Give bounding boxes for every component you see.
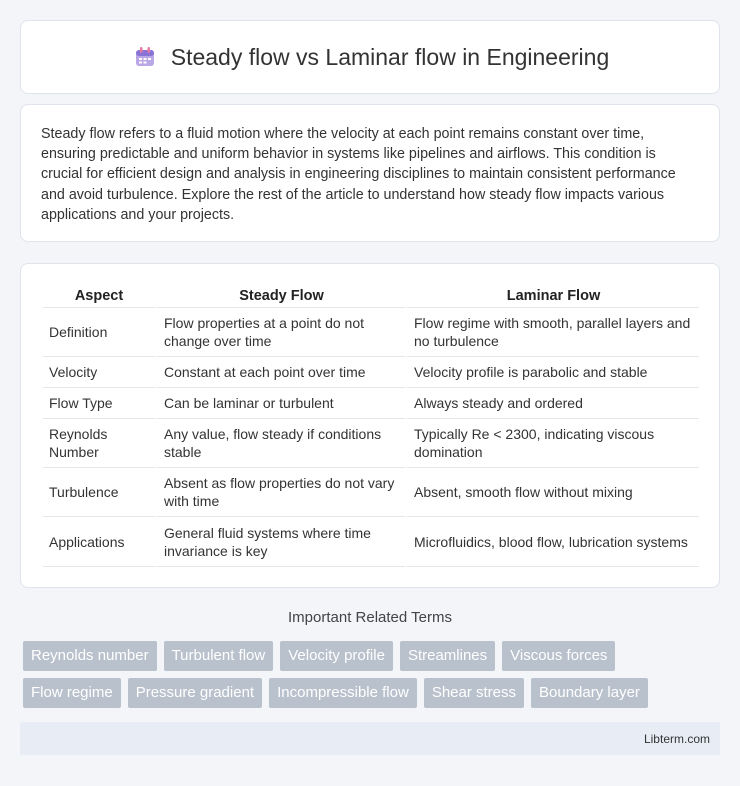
table-row — [43, 388, 699, 419]
cell-laminar: Typically Re < 2300, indicating viscous domination — [405, 419, 699, 468]
cell-aspect: Velocity — [43, 357, 155, 388]
cell-laminar: Flow regime with smooth, parallel layers and no turbulence — [405, 308, 699, 357]
tag-shear-stress[interactable]: Shear stress — [424, 678, 524, 708]
cell-laminar: Microfluidics, blood flow, lubrication systems — [405, 517, 699, 567]
tag-turbulent-flow[interactable]: Turbulent flow — [164, 641, 274, 671]
comparison-card — [20, 263, 720, 588]
tag-row — [23, 678, 723, 708]
cell-steady: General fluid systems where time invariance is key — [155, 517, 405, 567]
tag-boundary-layer[interactable]: Boundary layer — [531, 678, 648, 708]
table-row — [43, 419, 699, 468]
cell-laminar: Absent, smooth flow without mixing — [405, 468, 699, 517]
page-title: Steady flow vs Laminar flow in Engineering — [170, 43, 610, 70]
footer-site-link[interactable]: Libterm.com — [643, 731, 710, 746]
intro-paragraph: Steady flow refers to a fluid motion where the velocity at each point remains constant over time, ensuring predictable and uniform behavior in systems like pipelines and airflows. This condition is crucial for efficient design and analysis in engineering disciplines to maintain consistent performance and avoid turbulence. Explore the rest of the article to understand how steady flow impacts various applications and your projects. — [41, 126, 676, 223]
cell-aspect: Flow Type — [43, 388, 155, 419]
cell-aspect: Turbulence — [43, 468, 155, 517]
cell-aspect: Applications — [43, 517, 155, 567]
tag-velocity-profile[interactable]: Velocity profile — [280, 641, 393, 671]
cell-steady: Can be laminar or turbulent — [155, 388, 405, 419]
tag-pressure-gradient[interactable]: Pressure gradient — [128, 678, 262, 708]
tag-row — [23, 641, 723, 671]
tag-viscous-forces[interactable]: Viscous forces — [502, 641, 615, 671]
cell-steady: Absent as flow properties do not vary with time — [155, 468, 405, 517]
cell-laminar: Velocity profile is parabolic and stable — [405, 357, 699, 388]
related-terms-title: Important Related Terms — [288, 609, 452, 626]
table-row — [43, 308, 699, 357]
header-steady-flow: Steady Flow — [155, 284, 405, 308]
cell-laminar: Always steady and ordered — [405, 388, 699, 419]
header-card — [20, 20, 720, 94]
tag-incompressible-flow[interactable]: Incompressible flow — [269, 678, 417, 708]
table-row — [43, 517, 699, 567]
tag-streamlines[interactable]: Streamlines — [400, 641, 495, 671]
cell-steady: Flow properties at a point do not change over time — [155, 308, 405, 357]
tag-reynolds-number[interactable]: Reynolds number — [23, 641, 157, 671]
cell-steady: Constant at each point over time — [155, 357, 405, 388]
tag-flow-regime[interactable]: Flow regime — [23, 678, 121, 708]
intro-card — [20, 104, 720, 242]
table-row — [43, 468, 699, 517]
table-row — [43, 357, 699, 388]
cell-aspect: Reynolds Number — [43, 419, 155, 468]
cell-aspect: Definition — [43, 308, 155, 357]
calendar-icon — [131, 43, 159, 71]
header-aspect: Aspect — [43, 284, 155, 308]
cell-steady: Any value, flow steady if conditions stable — [155, 419, 405, 468]
comparison-table — [43, 284, 699, 567]
header-laminar-flow: Laminar Flow — [405, 284, 699, 308]
footer — [20, 722, 720, 755]
related-terms-tags — [23, 641, 723, 715]
table-header-row — [43, 284, 699, 308]
